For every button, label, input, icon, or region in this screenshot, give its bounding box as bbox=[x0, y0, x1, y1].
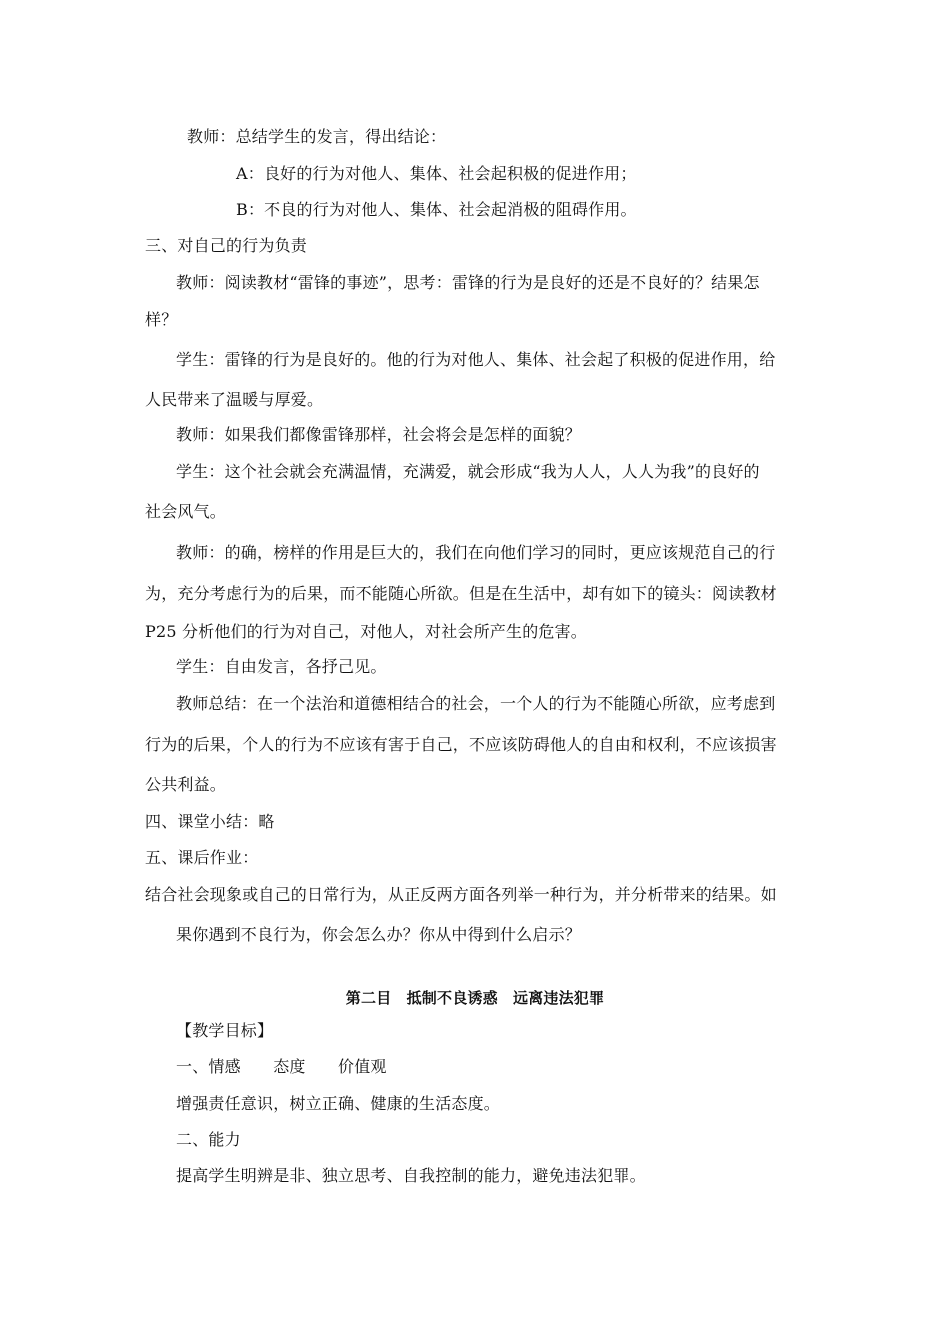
paragraph-teacher-society: 教师：如果我们都像雷锋那样，社会将会是怎样的面貌？ bbox=[176, 425, 582, 444]
goal-ability-description: 提高学生明辨是非、独立思考、自我控制的能力，避免违法犯罪。 bbox=[176, 1166, 646, 1185]
paragraph-student-answer-line2: 人民带来了温暖与厚爱。 bbox=[145, 390, 324, 409]
paragraph-teacher-role-model-line3: P25 分析他们的行为对自己，对他人，对社会所产生的危害。 bbox=[145, 622, 588, 641]
paragraph-teacher-conclusion-line2: 行为的后果，个人的行为不应该有害于自己，不应该防碍他人的自由和权利，不应该损害 bbox=[145, 735, 777, 754]
homework-line1: 结合社会现象或自己的日常行为，从正反两方面各列举一种行为，并分析带来的结果。如 bbox=[145, 885, 777, 904]
paragraph-student-society-line2: 社会风气。 bbox=[145, 502, 227, 521]
paragraph-teacher-question-line1: 教师：阅读教材“雷锋的事迹”，思考：雷锋的行为是良好的还是不良好的？结果怎 bbox=[176, 273, 760, 292]
paragraph-teacher-question-line2: 样？ bbox=[145, 310, 178, 329]
section-heading-four: 四、课堂小结：略 bbox=[145, 812, 275, 831]
paragraph-student-society-line1: 学生：这个社会就会充满温情，充满爱，就会形成“我为人人，人人为我”的良好的 bbox=[176, 462, 760, 481]
paragraph-teacher-conclusion-line3: 公共利益。 bbox=[145, 775, 227, 794]
goal-emotion-description: 增强责任意识，树立正确、健康的生活态度。 bbox=[176, 1094, 501, 1113]
section-heading-five: 五、课后作业： bbox=[145, 848, 259, 867]
homework-line2: 果你遇到不良行为，你会怎么办？你从中得到什么启示？ bbox=[176, 925, 582, 944]
teaching-goals-heading: 【教学目标】 bbox=[176, 1021, 274, 1040]
paragraph-teacher-conclusion-line1: 教师总结：在一个法治和道德相结合的社会，一个人的行为不能随心所欲，应考虑到 bbox=[176, 694, 776, 713]
chapter-title: 第二目 抵制不良诱惑 远离违法犯罪 bbox=[345, 989, 605, 1007]
section-heading-three: 三、对自己的行为负责 bbox=[145, 236, 308, 255]
paragraph-teacher-role-model-line1: 教师：的确，榜样的作用是巨大的，我们在向他们学习的同时，更应该规范自己的行 bbox=[176, 543, 776, 562]
goal-emotion-attitude-values: 一、情感 态度 价值观 bbox=[176, 1057, 387, 1076]
paragraph-student-free-talk: 学生：自由发言，各抒己见。 bbox=[176, 657, 387, 676]
paragraph-teacher-summary: 教师：总结学生的发言，得出结论： bbox=[187, 127, 447, 146]
conclusion-b: B：不良的行为对他人、集体、社会起消极的阻碍作用。 bbox=[236, 200, 637, 219]
paragraph-student-answer-line1: 学生：雷锋的行为是良好的。他的行为对他人、集体、社会起了积极的促进作用，给 bbox=[176, 350, 776, 369]
paragraph-teacher-role-model-line2: 为，充分考虑行为的后果，而不能随心所欲。但是在生活中，却有如下的镜头：阅读教材 bbox=[145, 584, 777, 603]
conclusion-a: A：良好的行为对他人、集体、社会起积极的促进作用； bbox=[236, 164, 637, 183]
goal-ability-heading: 二、能力 bbox=[176, 1130, 241, 1149]
